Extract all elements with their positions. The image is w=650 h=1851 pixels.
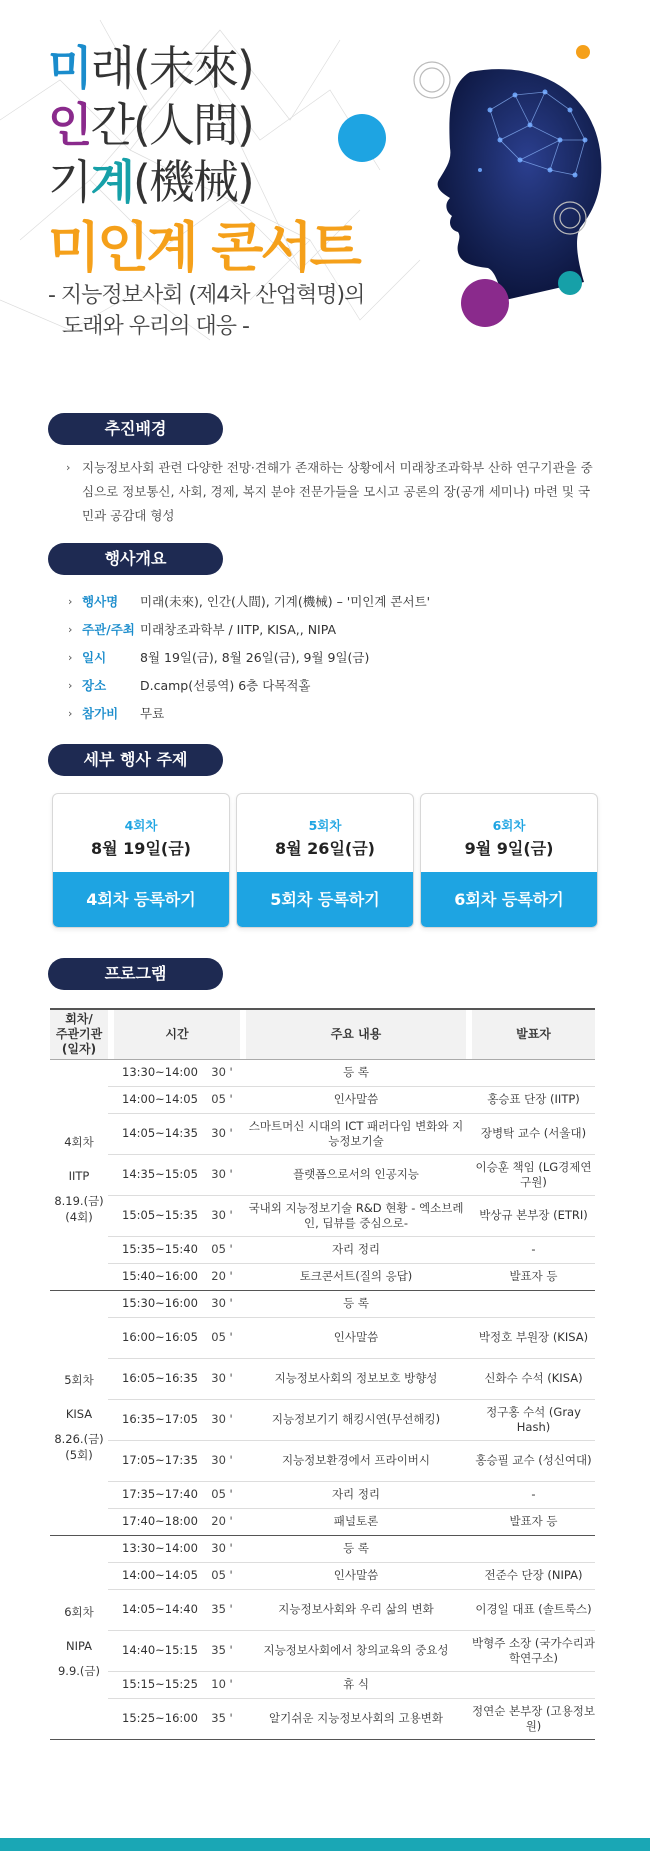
cell-time: 14:35~15:05 [114, 1154, 204, 1195]
session-cell [50, 1059, 108, 1290]
cell-content: 지능정보환경에서 프라이버시 [246, 1440, 466, 1481]
cell-speaker: 이승훈 책임 (LG경제연구원) [472, 1154, 595, 1195]
cell-min: 35 ' [204, 1589, 240, 1630]
cell-content: 지능정보기기 해킹시연(무선해킹) [246, 1399, 466, 1440]
session-org: IITP [68, 1168, 90, 1183]
cell-speaker: 박형주 소장 (국가수리과학연구소) [472, 1630, 595, 1671]
table-row [50, 1195, 595, 1236]
cell-min: 05 ' [204, 1562, 240, 1589]
cell-time: 17:35~17:40 [114, 1481, 204, 1508]
cell-min: 05 ' [204, 1317, 240, 1358]
title-line-machine: 기계(機械) [48, 155, 253, 209]
cell-min: 05 ' [204, 1086, 240, 1113]
table-row [50, 1508, 595, 1535]
chevron-right-icon: › [68, 679, 73, 692]
cell-time: 15:15~15:25 [114, 1671, 204, 1698]
cell-min: 30 ' [204, 1399, 240, 1440]
cell-content: 등 록 [246, 1290, 466, 1317]
cell-time: 14:05~14:35 [114, 1113, 204, 1154]
table-row [50, 1481, 595, 1508]
cell-time: 15:40~16:00 [114, 1263, 204, 1290]
cell-time: 14:05~14:40 [114, 1589, 204, 1630]
cell-content: 스마트머신 시대의 ICT 패러다임 변화와 지능정보기술 [246, 1113, 466, 1154]
table-row [50, 1263, 595, 1290]
cell-min: 30 ' [204, 1440, 240, 1481]
table-row [50, 1589, 595, 1630]
cell-content: 인사말씀 [246, 1086, 466, 1113]
orange-dot-decoration [576, 45, 590, 59]
chevron-right-icon: › [66, 461, 71, 474]
cell-speaker [472, 1671, 595, 1698]
header-content: 주요 내용 [246, 1009, 466, 1059]
hero-banner [0, 0, 650, 365]
register-round-5-button[interactable]: 5회차 등록하기 [237, 872, 413, 927]
program-table-header [50, 1009, 595, 1059]
cell-time: 15:05~15:35 [114, 1195, 204, 1236]
cell-time: 15:30~16:00 [114, 1290, 204, 1317]
session-org: NIPA [65, 1639, 93, 1653]
overview-item-venue: › 장소 D.camp(선릉역) 6층 다목적홀 [68, 672, 588, 700]
session-round: 5회차 [64, 1372, 94, 1387]
cell-min: 20 ' [204, 1263, 240, 1290]
title-line-future: 미래(未來) [48, 41, 253, 95]
table-row [50, 1671, 595, 1698]
cell-speaker [472, 1290, 595, 1317]
section-header-topics: 세부 행사 주제 [48, 744, 223, 776]
cell-content: 인사말씀 [246, 1317, 466, 1358]
cell-time: 15:35~15:40 [114, 1236, 204, 1263]
hero-title [48, 40, 253, 211]
cell-content: 토크콘서트(질의 응답) [246, 1263, 466, 1290]
session-note: (5회) [65, 1447, 93, 1462]
cell-speaker: - [472, 1236, 595, 1263]
session-card-4: 4회차 8월 19일(금) 4회차 등록하기 [52, 793, 230, 928]
cell-speaker: 이경일 대표 (솔트룩스) [472, 1589, 595, 1630]
table-row [50, 1154, 595, 1195]
cell-min: 30 ' [204, 1358, 240, 1399]
table-row [50, 1290, 595, 1317]
hero-subtitle: - 지능정보사회 (제4차 산업혁명)의 도래와 우리의 대응 - [48, 283, 365, 339]
cell-time: 13:30~14:00 [114, 1535, 204, 1562]
cell-min: 30 ' [204, 1290, 240, 1317]
session-date: 9.9.(금) [57, 1664, 101, 1678]
header-session: 회차/ 주관기관 (일자) [50, 1009, 108, 1059]
table-row [50, 1059, 595, 1086]
cell-content: 플랫폼으로서의 인공지능 [246, 1154, 466, 1195]
cell-time: 14:40~15:15 [114, 1630, 204, 1671]
cell-content: 등 록 [246, 1059, 466, 1086]
cell-time: 17:05~17:35 [114, 1440, 204, 1481]
cell-time: 17:40~18:00 [114, 1508, 204, 1535]
cell-speaker: 발표자 등 [472, 1263, 595, 1290]
cell-speaker: 정구홍 수석 (Gray Hash) [472, 1399, 595, 1440]
session-card-6: 6회차 9월 9일(금) 6회차 등록하기 [420, 793, 598, 928]
header-time: 시간 [114, 1009, 240, 1059]
cell-min: 35 ' [204, 1630, 240, 1671]
table-row [50, 1086, 595, 1113]
cell-time: 13:30~14:00 [114, 1059, 204, 1086]
purple-circle-decoration [461, 279, 509, 327]
cell-min: 30 ' [204, 1154, 240, 1195]
cell-content: 인사말씀 [246, 1562, 466, 1589]
chevron-right-icon: › [68, 707, 73, 720]
register-round-4-button[interactable]: 4회차 등록하기 [53, 872, 229, 927]
cell-time: 14:00~14:05 [114, 1562, 204, 1589]
table-row [50, 1113, 595, 1154]
cell-time: 16:00~16:05 [114, 1317, 204, 1358]
table-row [50, 1562, 595, 1589]
cell-time: 14:00~14:05 [114, 1086, 204, 1113]
cell-content: 휴 식 [246, 1671, 466, 1698]
cell-time: 15:25~16:00 [114, 1698, 204, 1739]
background-description: › 지능정보사회 관련 다양한 전망·견해가 존재하는 상황에서 미래창조과학부 산하 연구기관을 중심으로 정보통신, 사회, 경제, 복지 분야 전문가들을 모시고 공론의 장(공개 세미나) 마련 및 국민과 공감대 형성 [68, 456, 598, 528]
table-row [50, 1236, 595, 1263]
program-table-body [50, 1059, 595, 1739]
session-round: 6회차 [64, 1605, 94, 1619]
chevron-right-icon: › [68, 623, 73, 636]
teal-circle-decoration [558, 271, 582, 295]
cell-content: 지능정보사회의 정보보호 방향성 [246, 1358, 466, 1399]
cell-content: 국내외 지능정보기술 R&D 현황 - 엑소브레인, 딥뷰를 중심으로- [246, 1195, 466, 1236]
cell-content: 자리 정리 [246, 1236, 466, 1263]
cell-min: 30 ' [204, 1059, 240, 1086]
cell-speaker: 전준수 단장 (NIPA) [472, 1562, 595, 1589]
table-row [50, 1535, 595, 1562]
cell-time: 16:05~16:35 [114, 1358, 204, 1399]
overview-item-fee: › 참가비 무료 [68, 700, 588, 728]
cell-min: 30 ' [204, 1113, 240, 1154]
section-header-background: 추진배경 [48, 413, 223, 445]
cell-min: 20 ' [204, 1508, 240, 1535]
session-round: 4회차 [64, 1134, 94, 1149]
cell-content: 등 록 [246, 1535, 466, 1562]
cell-speaker [472, 1535, 595, 1562]
cell-time: 16:35~17:05 [114, 1399, 204, 1440]
session-org: KISA [65, 1406, 93, 1421]
cell-content: 패널토론 [246, 1508, 466, 1535]
session-note: (4회) [65, 1209, 93, 1224]
cell-min: 05 ' [204, 1481, 240, 1508]
overview-item-name: › 행사명 미래(未來), 인간(人間), 기계(機械) – '미인계 콘서트' [68, 588, 588, 616]
cell-content: 자리 정리 [246, 1481, 466, 1508]
table-row [50, 1317, 595, 1358]
cell-speaker: 홍승필 교수 (성신여대) [472, 1440, 595, 1481]
overview-list [68, 588, 588, 728]
cell-speaker: 홍승표 단장 (IITP) [472, 1086, 595, 1113]
blue-circle-decoration [338, 114, 386, 162]
chevron-right-icon: › [68, 595, 73, 608]
table-row [50, 1630, 595, 1671]
session-card-5: 5회차 8월 26일(금) 5회차 등록하기 [236, 793, 414, 928]
title-line-human: 인간(人間) [48, 98, 253, 152]
table-row [50, 1358, 595, 1399]
cell-speaker: 발표자 등 [472, 1508, 595, 1535]
cell-speaker: 박상규 본부장 (ETRI) [472, 1195, 595, 1236]
section-header-program: 프로그램 [48, 958, 223, 990]
header-speaker: 발표자 [472, 1009, 595, 1059]
table-row [50, 1399, 595, 1440]
cell-min: 30 ' [204, 1195, 240, 1236]
overview-item-host: › 주관/주최 미래창조과학부 / IITP, KISA,, NIPA [68, 616, 588, 644]
cell-min: 30 ' [204, 1535, 240, 1562]
cell-content: 알기쉬운 지능정보사회의 고용변화 [246, 1698, 466, 1739]
overview-item-date: › 일시 8월 19일(금), 8월 26일(금), 9월 9일(금) [68, 644, 588, 672]
table-row [50, 1440, 595, 1481]
chevron-right-icon: › [68, 651, 73, 664]
cell-content: 지능정보사회에서 창의교육의 중요성 [246, 1630, 466, 1671]
footer-bar [0, 1838, 650, 1851]
cell-speaker: 정연순 본부장 (고용정보원) [472, 1698, 595, 1739]
session-cell [50, 1535, 108, 1739]
register-round-6-button[interactable]: 6회차 등록하기 [421, 872, 597, 927]
cell-content: 지능정보사회와 우리 삶의 변화 [246, 1589, 466, 1630]
program-table [50, 1008, 595, 1740]
cell-min: 35 ' [204, 1698, 240, 1739]
cell-speaker: - [472, 1481, 595, 1508]
table-row [50, 1698, 595, 1739]
cell-speaker: 장병탁 교수 (서울대) [472, 1113, 595, 1154]
cell-speaker: 신화수 수석 (KISA) [472, 1358, 595, 1399]
session-date: 8.26.(금) [54, 1431, 104, 1446]
session-cell [50, 1290, 108, 1535]
cell-min: 10 ' [204, 1671, 240, 1698]
concert-title: 미인계 콘서트 [48, 216, 359, 279]
session-date: 8.19.(금) [54, 1193, 104, 1208]
cell-speaker: 박정호 부원장 (KISA) [472, 1317, 595, 1358]
cell-min: 05 ' [204, 1236, 240, 1263]
section-header-overview: 행사개요 [48, 543, 223, 575]
cell-speaker [472, 1059, 595, 1086]
